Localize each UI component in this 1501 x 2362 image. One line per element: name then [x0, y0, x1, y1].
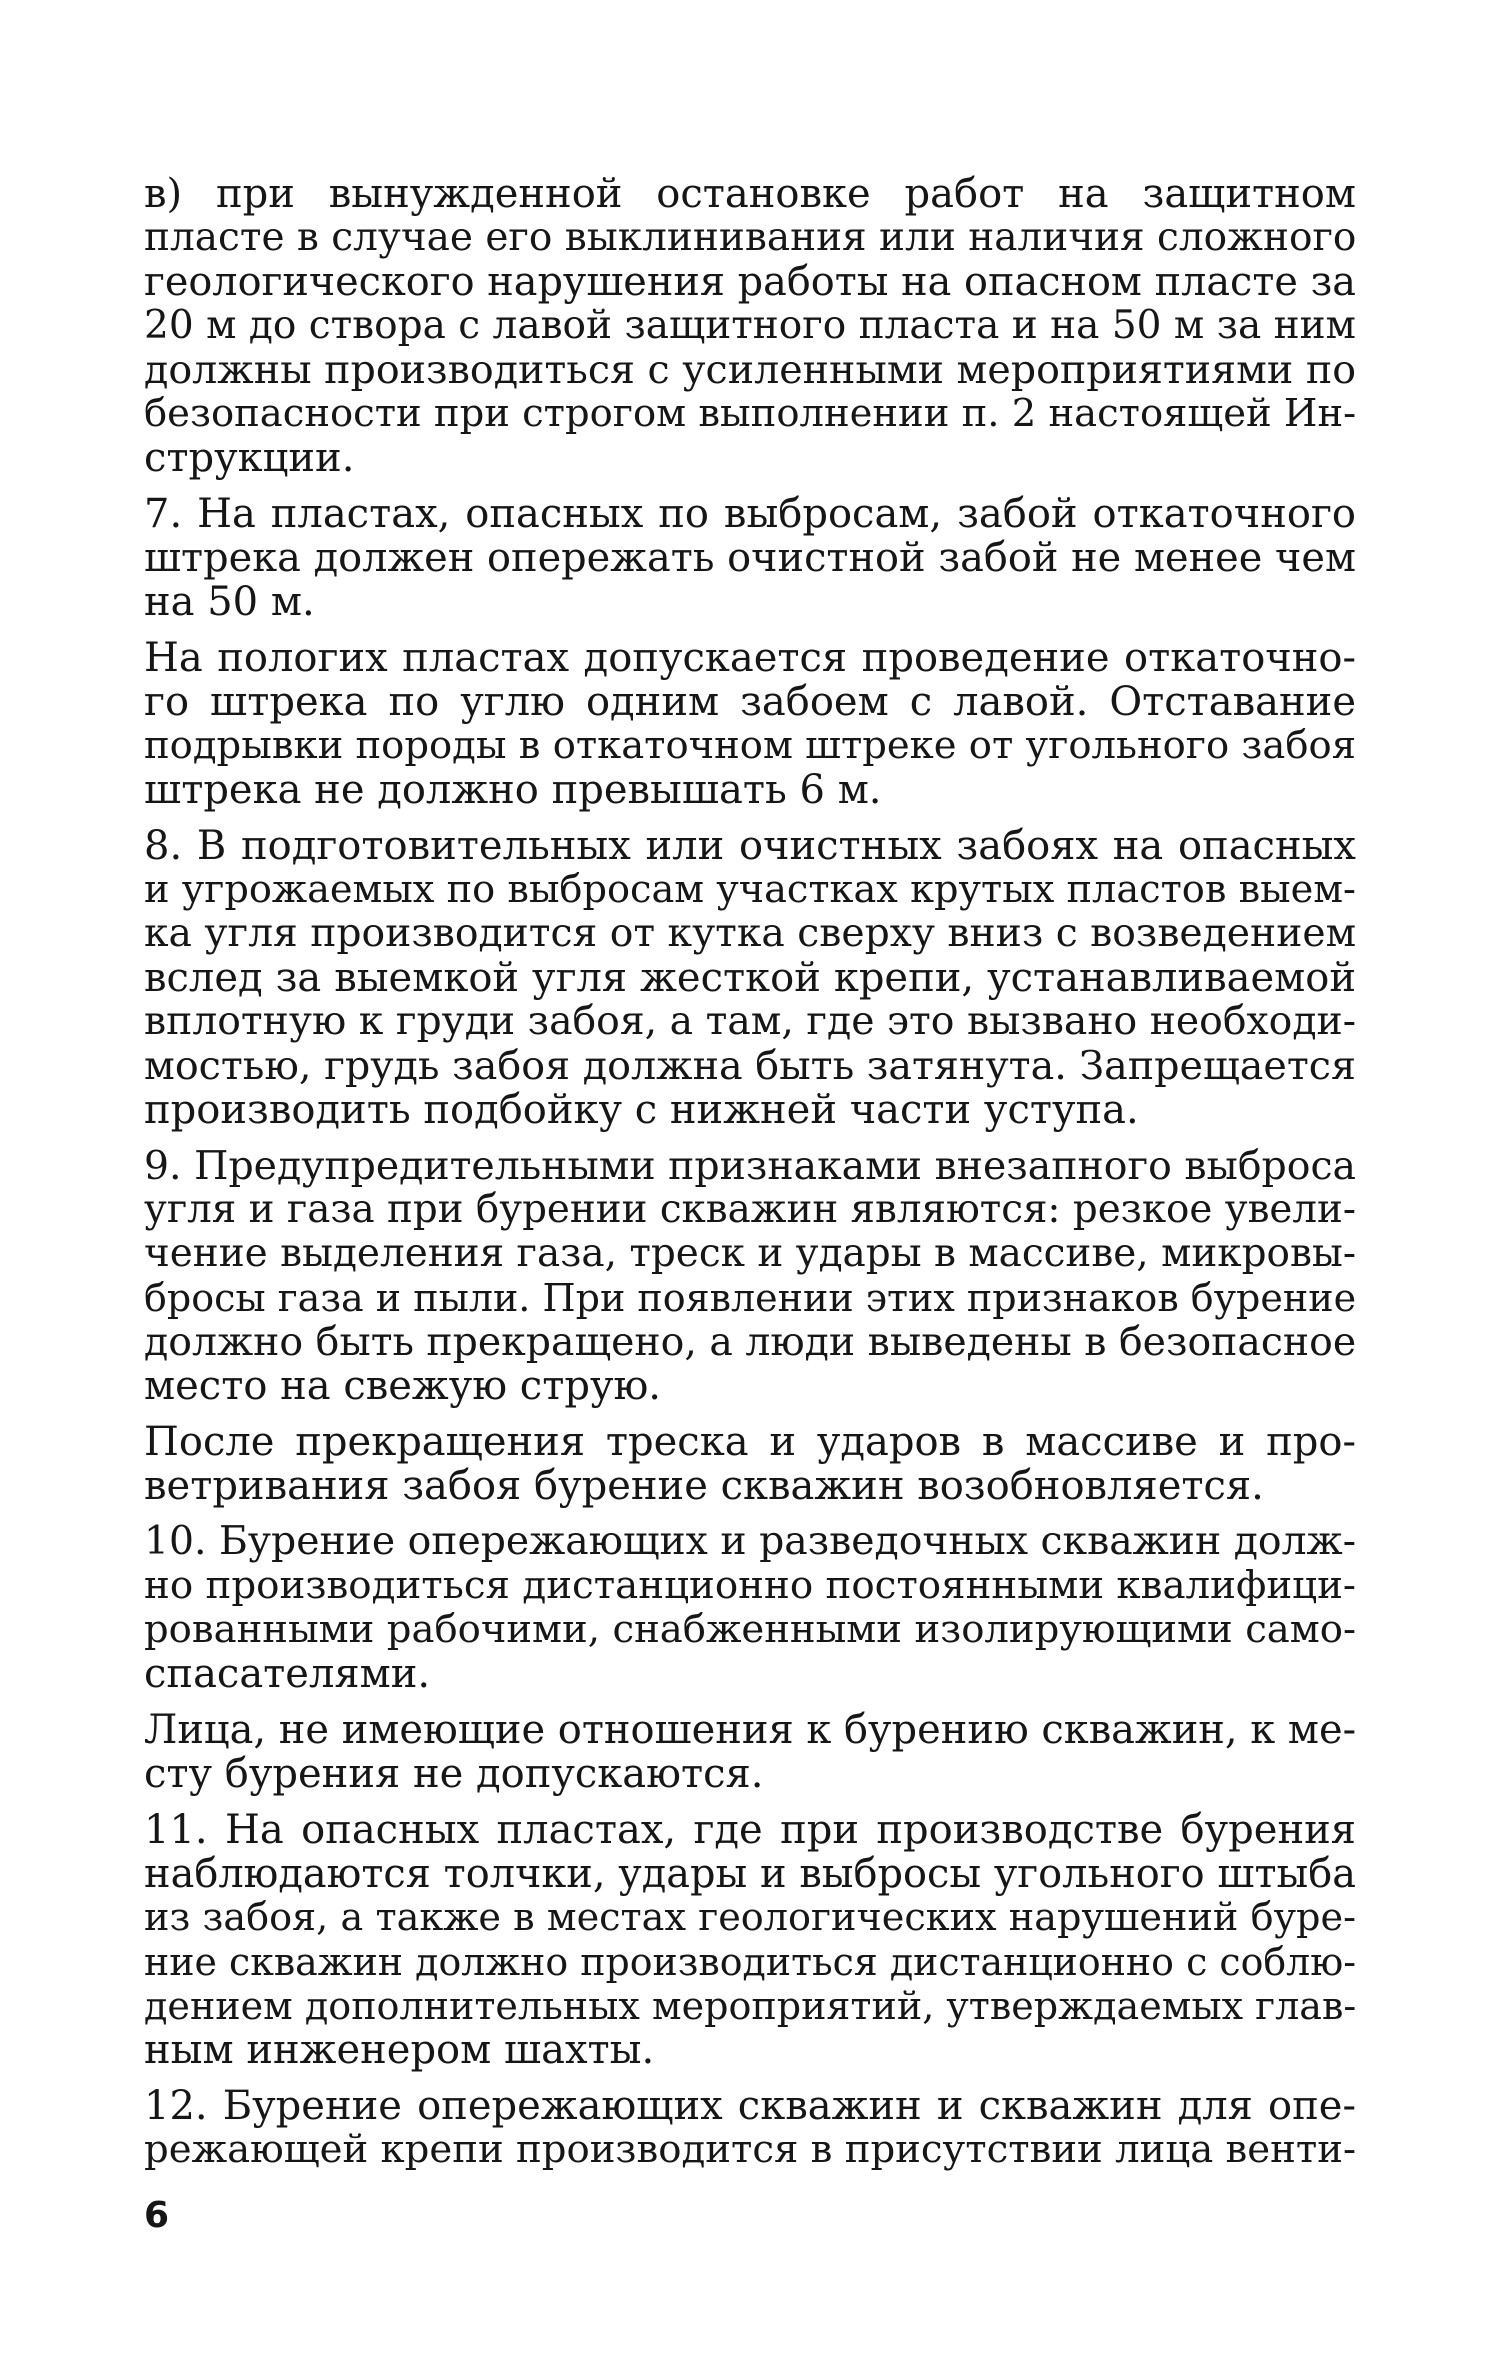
text-line: угля и газа при бурении скважин являются: резкое увели-: [144, 1187, 1356, 1232]
text-line: должны производиться с усиленными мероприятиями по: [144, 347, 1357, 393]
text-line: вслед за выемкой угля жесткой крепи, устанавливаемой: [144, 955, 1356, 1001]
paragraph-11: [144, 1808, 1356, 2072]
text-line: струкции.: [144, 435, 355, 481]
text-line: спасателями.: [144, 1651, 431, 1697]
paragraph-7-continued: [144, 636, 1356, 812]
paragraph-10: [144, 1520, 1356, 1696]
paragraph-9: [144, 1144, 1356, 1408]
text-line: но производиться дистанционно постоянными квалифици-: [144, 1563, 1356, 1608]
text-line: безопасности при строгом выполнении п. 2 настоящей Ин-: [144, 391, 1357, 436]
text-line: наблюдаются толчки, удары и выбросы угольного штыба: [144, 1851, 1356, 1897]
text-line: и угрожаемых по выбросам участках крутых пластов выем-: [144, 867, 1356, 912]
text-line: сту бурения не допускаются.: [144, 1751, 764, 1797]
text-line: пласте в случае его выклинивания или наличия сложного: [144, 215, 1357, 260]
text-line: 20 м до створа с лавой защитного пласта и на 50 м за ним: [144, 303, 1356, 348]
text-line: подрывки породы в откаточном штреке от угольного забоя: [144, 723, 1356, 768]
text-line: 8. В подготовительных или очистных забоях на опасных: [144, 823, 1356, 869]
text-line: 10. Бурение опережающих и разведочных скважин долж-: [144, 1519, 1356, 1564]
text-line: мостью, грудь забоя должна быть затянута. Запрещается: [144, 1043, 1356, 1089]
text-line: На пологих пластах допускается проведение откаточно-: [144, 635, 1356, 681]
body-text: [144, 172, 1356, 2184]
text-line: геологического нарушения работы на опасном пласте за: [144, 259, 1356, 305]
paragraph-9-continued: [144, 1420, 1356, 1508]
text-line: ным инженером шахты.: [144, 2027, 655, 2073]
paragraph-6v: [144, 172, 1356, 480]
text-line: После прекращения треска и ударов в массиве и про-: [144, 1419, 1356, 1465]
text-line: место на свежую струю.: [144, 1363, 662, 1409]
text-line: производить подбойку с нижней части уступа.: [144, 1087, 1139, 1133]
page-number: 6: [144, 2195, 170, 2236]
paragraph-12: [144, 2084, 1356, 2172]
text-line: 12. Бурение опережающих скважин и скважин для опе-: [144, 2083, 1356, 2129]
paragraph-7: [144, 492, 1356, 624]
text-line: из забоя, а также в местах геологических нарушений буре-: [144, 1896, 1356, 1940]
text-line: ка угля производится от кутка сверху вниз с возведением: [144, 911, 1357, 956]
text-line: штрека не должно превышать 6 м.: [144, 767, 882, 813]
text-line: должно быть прекращено, а люди выведены в безопасное: [144, 1319, 1357, 1365]
paragraph-10-continued: [144, 1708, 1356, 1796]
text-line: штрека должен опережать очистной забой не менее чем: [144, 535, 1356, 581]
text-line: дением дополнительных мероприятий, утверждаемых глав-: [144, 1984, 1357, 2028]
text-line: 9. Предупредительными признаками внезапного выброса: [144, 1143, 1356, 1189]
text-line: ние скважин должно производиться дистанционно с соблю-: [144, 1940, 1356, 1984]
text-line: 7. На пластах, опасных по выбросам, забой откаточного: [144, 491, 1356, 537]
paragraph-8: [144, 824, 1356, 1132]
text-line: вплотную к груди забоя, а там, где это вызвано необходи-: [144, 999, 1356, 1044]
text-line: го штрека по углю одним забоем с лавой. Отставание: [144, 679, 1356, 725]
text-line: 11. На опасных пластах, где при производстве бурения: [144, 1807, 1356, 1853]
text-line: Лица, не имеющие отношения к бурению скважин, к ме-: [144, 1707, 1357, 1753]
text-line: рованными рабочими, снабженными изолирующими само-: [144, 1607, 1356, 1652]
text-line: бросы газа и пыли. При появлении этих признаков бурение: [144, 1276, 1357, 1320]
text-line: режающей крепи производится в присутствии лица венти-: [144, 2127, 1356, 2172]
text-line: ветривания забоя бурение скважин возобновляется.: [144, 1463, 1264, 1509]
text-line: чение выделения газа, треск и удары в массиве, микровы-: [144, 1231, 1356, 1276]
text-line: в) при вынужденной остановке работ на защитном: [144, 171, 1356, 217]
text-line: на 50 м.: [144, 579, 315, 625]
